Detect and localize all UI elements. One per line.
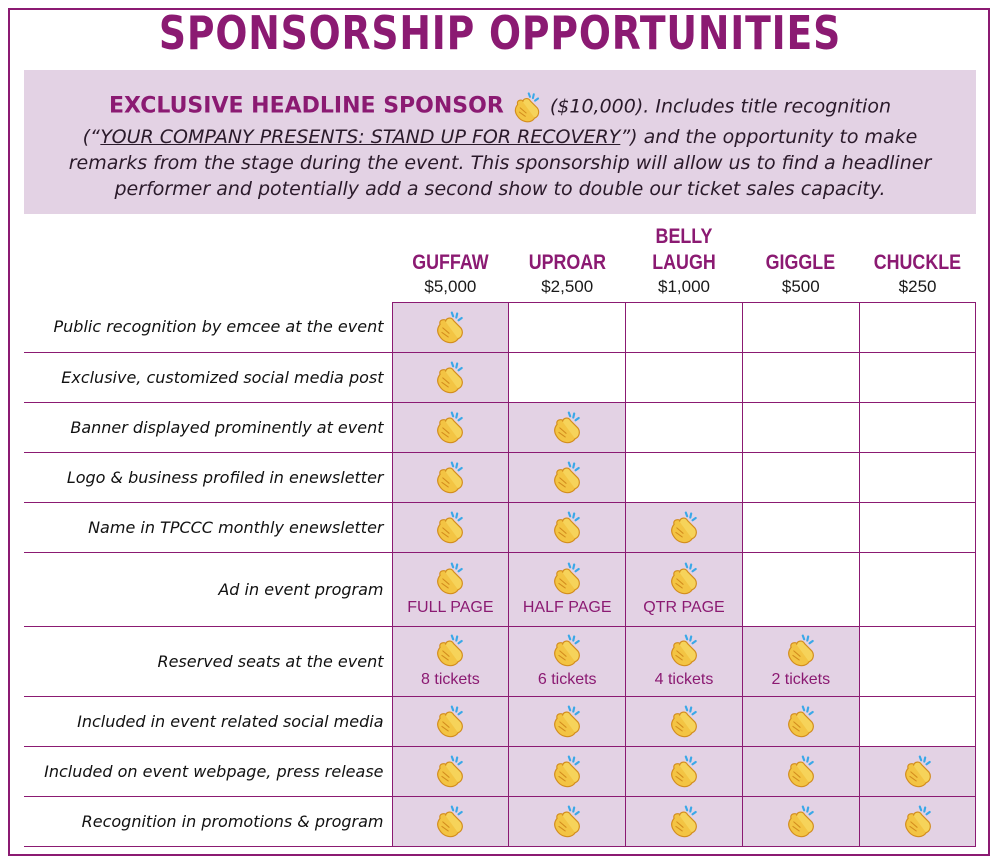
clapping-hands-icon [666,803,702,839]
benefit-cell [742,796,859,846]
clapping-hands-icon [432,359,468,395]
benefit-cell [626,502,743,552]
exclusive-sponsor-desc-a: Includes title recognition [655,95,891,118]
clapping-hands-icon [549,632,585,668]
benefit-label: Recognition in promotions & program [24,796,392,846]
benefit-cell [626,552,743,626]
clapping-hands-icon [432,753,468,789]
clapping-hands-icon [900,753,936,789]
benefit-cell [859,352,976,402]
benefit-label: Name in TPCCC monthly enewsletter [24,502,392,552]
clapping-hands-icon [432,509,468,545]
tier-header-guffaw [392,222,509,302]
benefit-cell [392,352,509,402]
benefit-cell [859,402,976,452]
clapping-hands-icon [549,459,585,495]
clapping-hands-icon [549,560,585,596]
exclusive-company-close: ”) [620,126,638,148]
benefit-cell [509,502,626,552]
clapping-hands-icon [432,409,468,445]
benefit-cell [626,352,743,402]
clapping-hands-icon [666,560,702,596]
benefit-cell [742,552,859,626]
sponsorship-tier-table [24,222,976,847]
benefit-label: Ad in event program [24,552,392,626]
clapping-hands-icon [510,90,544,124]
tier-price: $2,500 [541,276,594,296]
clapping-hands-icon [666,753,702,789]
benefit-note: 6 tickets [537,671,597,688]
tier-header-giggle [742,222,859,302]
tier-name: UPROAR [528,250,606,274]
benefit-label: Included in event related social media [24,696,392,746]
tier-header-belly-laugh [626,222,743,302]
benefit-row [24,746,976,796]
benefit-cell [626,626,743,696]
clapping-hands-icon [783,632,819,668]
benefit-cell [742,746,859,796]
tier-name: BELLY LAUGH [652,224,716,274]
benefit-row [24,302,976,352]
clapping-hands-icon [432,703,468,739]
benefit-cell [392,402,509,452]
exclusive-company-open: (“ [82,126,101,148]
benefit-cell [859,552,976,626]
benefit-cell [742,626,859,696]
benefit-cell [742,352,859,402]
exclusive-sponsor-price: ($10,000). [549,95,650,118]
benefit-note: QTR PAGE [643,599,725,616]
benefit-label: Banner displayed prominently at event [24,402,392,452]
clapping-hands-icon [432,560,468,596]
exclusive-sponsor-box [24,70,976,214]
benefit-note: 2 tickets [771,671,831,688]
clapping-hands-icon [783,803,819,839]
benefit-cell [509,796,626,846]
clapping-hands-icon [432,459,468,495]
clapping-hands-icon [783,753,819,789]
clapping-hands-icon [432,803,468,839]
clapping-hands-icon [432,309,468,345]
exclusive-sponsor-title: EXCLUSIVE HEADLINE SPONSOR [108,93,504,119]
benefit-cell [392,696,509,746]
benefit-cell [859,696,976,746]
clapping-hands-icon [549,803,585,839]
benefit-cell [509,452,626,502]
benefit-cell [626,696,743,746]
tier-header-row [24,222,976,302]
benefit-cell [859,452,976,502]
benefit-cell [509,696,626,746]
benefit-row [24,402,976,452]
benefit-cell [392,552,509,626]
benefit-cell [742,302,859,352]
tier-price: $5,000 [424,276,477,296]
benefit-cell [392,302,509,352]
exclusive-company-name: YOUR COMPANY PRESENTS: STAND UP FOR RECOVERY [100,126,621,148]
tier-name: GIGGLE [766,250,836,274]
benefit-row [24,626,976,696]
benefit-row [24,796,976,846]
tier-price: $500 [781,276,820,296]
clapping-hands-icon [666,703,702,739]
benefit-cell [392,502,509,552]
benefit-cell [742,696,859,746]
benefit-cell [392,626,509,696]
clapping-hands-icon [549,409,585,445]
benefit-row [24,552,976,626]
page-title: SPONSORSHIP OPPORTUNITIES [158,6,842,60]
benefit-cell [742,502,859,552]
benefit-cell [392,452,509,502]
benefit-row [24,696,976,746]
clapping-hands-icon [666,509,702,545]
clapping-hands-icon [549,753,585,789]
clapping-hands-icon [783,703,819,739]
tier-header-uproar [509,222,626,302]
benefit-label: Included on event webpage, press release [24,746,392,796]
tier-name: GUFFAW [412,250,489,274]
benefit-note: 8 tickets [421,671,480,688]
exclusive-sponsor-desc-b: and the opportunity to make remarks from the stage during the event. This sponsorship will allow us to find a headliner performer and potentially add a second show to double our ticket sales capacity. [68,126,932,200]
benefit-cell [509,352,626,402]
benefit-note: HALF PAGE [522,599,612,616]
benefit-note: FULL PAGE [407,599,494,616]
tier-price: $250 [898,276,937,296]
clapping-hands-icon [666,632,702,668]
header-spacer [24,222,392,302]
benefit-cell [626,402,743,452]
tier-price: $1,000 [657,276,710,296]
benefit-row [24,452,976,502]
benefit-cell [392,746,509,796]
benefit-cell [509,746,626,796]
clapping-hands-icon [549,509,585,545]
benefit-cell [742,402,859,452]
clapping-hands-icon [549,703,585,739]
benefit-cell [626,302,743,352]
benefit-row [24,352,976,402]
tier-name: CHUCKLE [873,250,962,274]
benefit-cell [509,626,626,696]
benefit-cell [509,302,626,352]
benefit-cell [859,796,976,846]
benefit-cell [859,626,976,696]
clapping-hands-icon [900,803,936,839]
benefit-row [24,502,976,552]
benefit-cell [392,796,509,846]
benefit-cell [626,796,743,846]
benefit-cell [509,552,626,626]
tier-header-chuckle [859,222,976,302]
benefit-cell [859,302,976,352]
benefit-label: Exclusive, customized social media post [24,352,392,402]
benefit-cell [626,746,743,796]
benefit-note: 4 tickets [654,671,714,688]
clapping-hands-icon [432,632,468,668]
benefit-label: Logo & business profiled in enewsletter [24,452,392,502]
benefit-cell [859,502,976,552]
benefit-cell [626,452,743,502]
benefit-cell [509,402,626,452]
benefit-label: Reserved seats at the event [24,626,392,696]
benefit-cell [742,452,859,502]
benefit-cell [859,746,976,796]
benefit-label: Public recognition by emcee at the event [24,302,392,352]
